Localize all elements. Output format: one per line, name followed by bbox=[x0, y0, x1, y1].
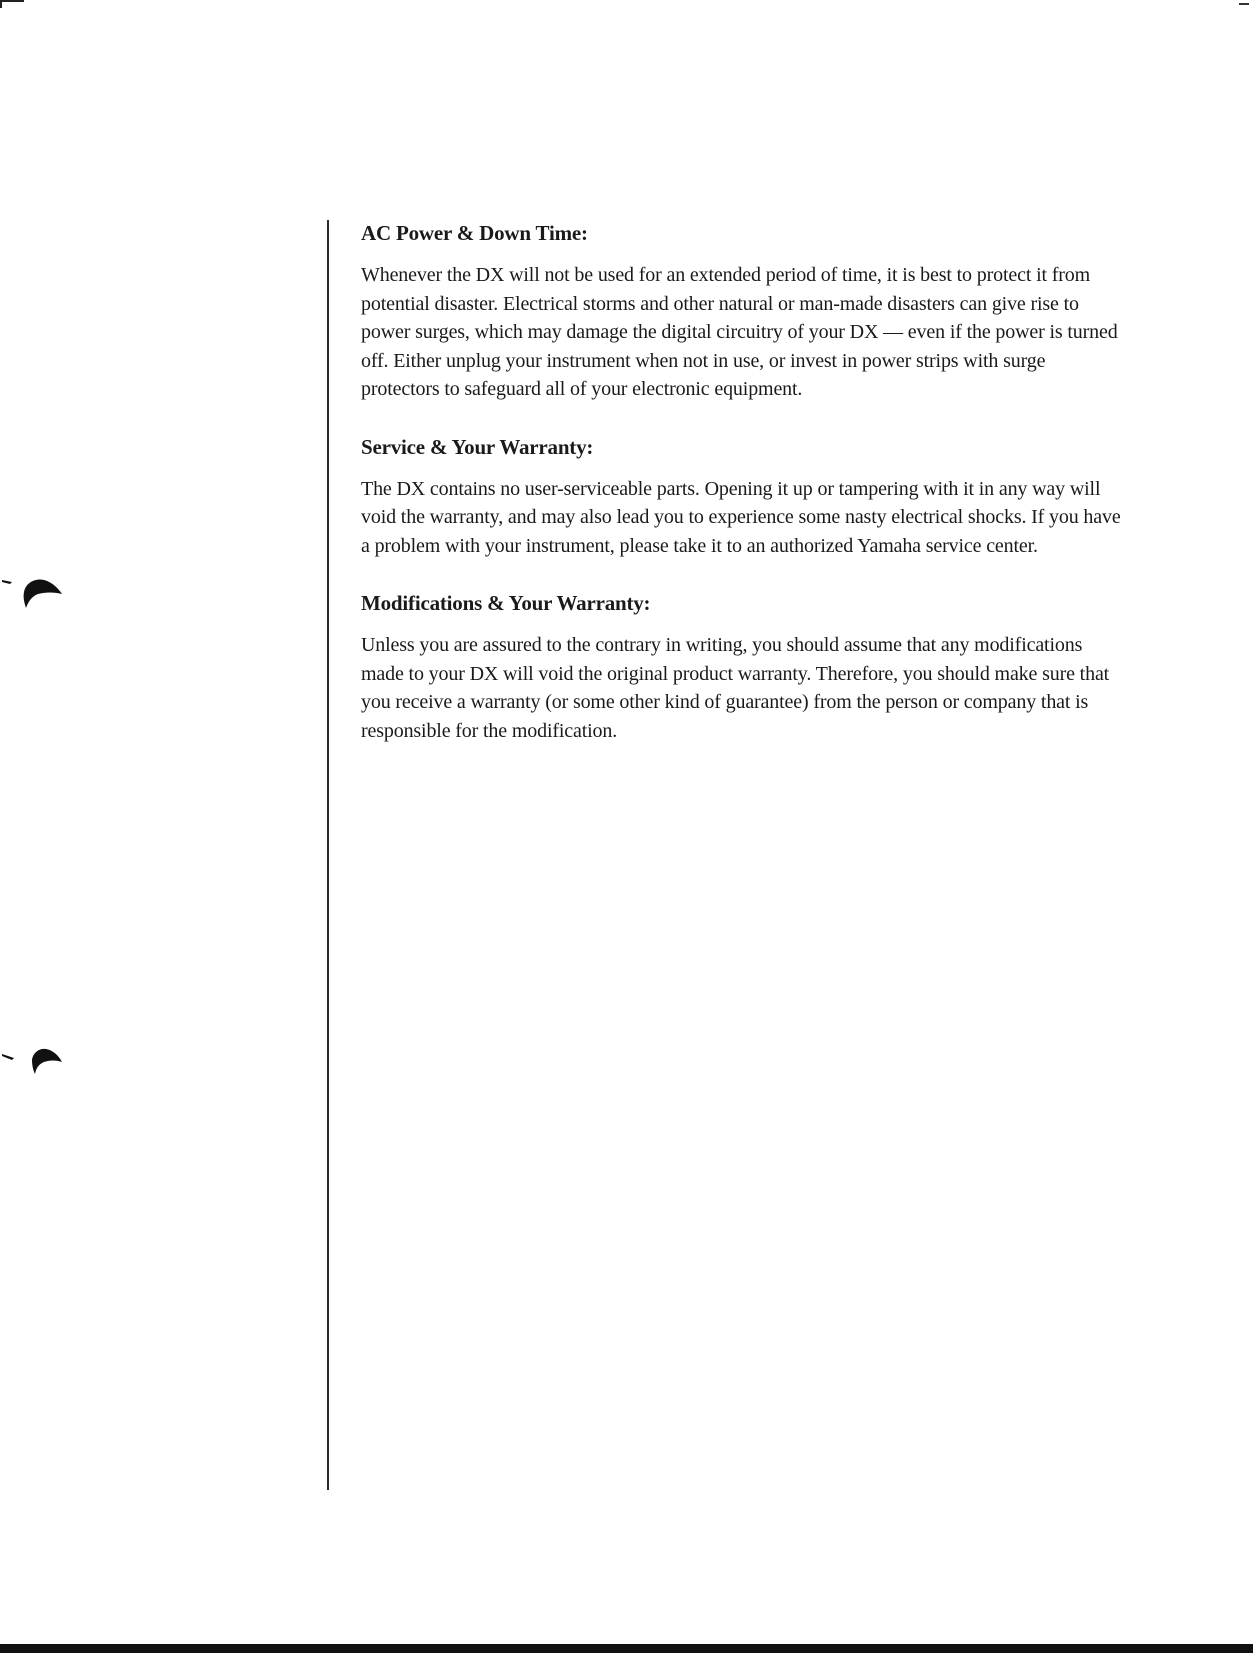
crop-mark-top-right bbox=[1239, 3, 1249, 5]
binder-hole-shadow-icon bbox=[2, 1040, 62, 1080]
document-content bbox=[361, 219, 1121, 774]
section-heading: Modifications & Your Warranty: bbox=[361, 591, 651, 615]
section-heading: AC Power & Down Time: bbox=[361, 221, 588, 245]
section-body: Whenever the DX will not be used for an extended period of time, it is best to protect it from potential disaster. Electrical storms and other natural or man-made disasters can give rise to power surges, which may damage the digital circuitry of your DX — even if the power is turned off. Either unplug your instrument when not in use, or invest in power strips with surge protectors to safeguard all of your electronic equipment. bbox=[361, 264, 1118, 400]
section-heading: Service & Your Warranty: bbox=[361, 434, 594, 459]
section-modifications-warranty bbox=[361, 589, 1121, 745]
binder-hole-shadow-icon bbox=[2, 572, 62, 612]
section-ac-power bbox=[361, 219, 1121, 404]
section-service-warranty bbox=[361, 433, 1121, 561]
margin-rule bbox=[327, 220, 329, 1490]
section-body: The DX contains no user-serviceable parts. Opening it up or tampering with it in any way will void the warranty, and may also lead you to experience some nasty electrical shocks. If you have a problem with your instrument, please take it to an authorized Yamaha service center. bbox=[361, 477, 1121, 557]
crop-mark-top-left bbox=[0, 0, 24, 8]
section-body: Unless you are assured to the contrary in writing, you should assume that any modifications made to your DX will void the original product warranty. Therefore, you should make sure that you receive a warranty (or some other kind of guarantee) from the person or company that is responsible for the modification. bbox=[361, 634, 1110, 742]
page-bottom-edge bbox=[0, 1644, 1253, 1653]
